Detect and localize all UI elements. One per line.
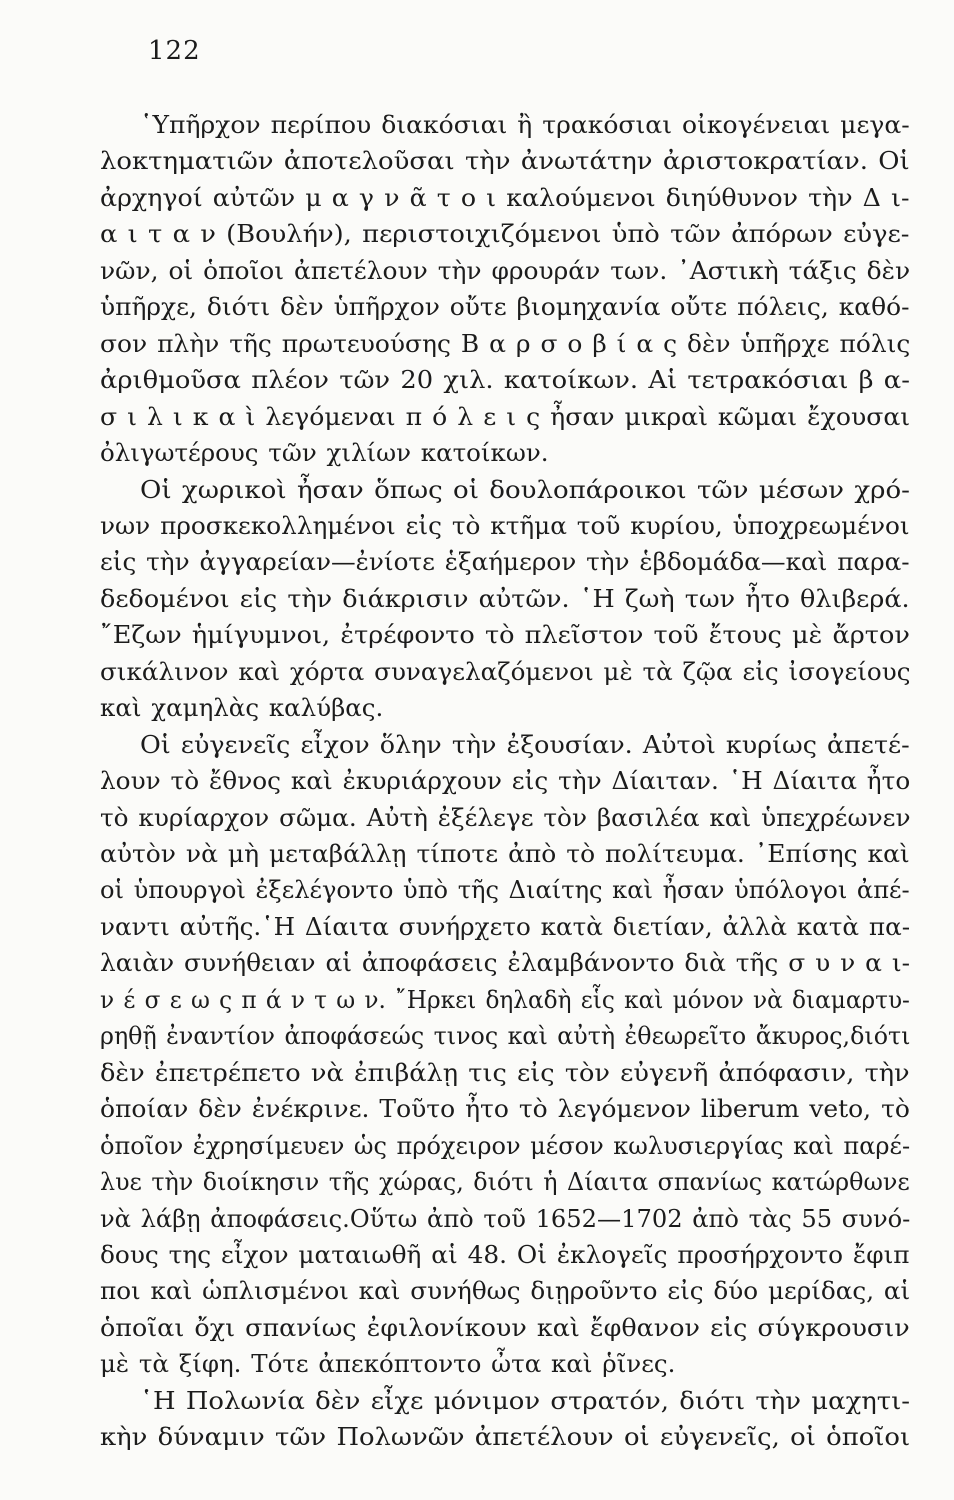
text-line: νῶν, οἱ ὁποῖοι ἀπετέλουν τὴν φρουράν των. ᾿Αστικὴ τάξις δὲν [100,255,911,285]
text-line: ν έ σ ε ω ς π ά ν τ ω ν. ῎Ηρκει δηλαδὴ εἷς καὶ μόνον νὰ διαμαρτυ- [100,984,910,1014]
text-line: ποι καὶ ὡπλισμένοι καὶ συνήθως διῃροῦντο εἰς δύο μερίδας, αἱ [100,1276,911,1306]
text-line: ῎Εζων ἡμίγυμνοι, ἐτρέφοντο τὸ πλεῖστον τοῦ ἔτους μὲ ἄρτον [100,620,910,650]
text-line: νων προσκεκολλημένοι εἰς τὸ κτῆμα τοῦ κυρίου, ὑποχρεωμένοι [100,510,910,540]
text-line: εἰς τὴν ἀγγαρείαν—ἐνίοτε ἑξαήμερον τὴν ἑβδομάδα—καὶ παρα- [100,547,910,577]
text-line: αὐτὸν νὰ μὴ μεταβάλλῃ τίποτε ἀπὸ τὸ πολίτευμα. ᾿Επίσης καὶ [100,839,910,868]
text-line: σον πλὴν τῆς πρωτευούσης Β α ρ σ ο β ί α ς δὲν ὑπῆρχε πόλις [100,328,911,358]
text-line: ναντι αὐτῆς.῾Η Δίαιτα συνήρχετο κατὰ διετίαν, ἀλλὰ κατὰ πα- [100,911,911,941]
text-line: οἱ ὑπουργοὶ ἐξελέγοντο ὑπὸ τῆς Διαίτης καὶ ἦσαν ὑπόλογοι ἀπέ- [100,875,910,905]
text-line: λυε τὴν διοίκησιν τῆς χώρας, διότι ἡ Δίαιτα σπανίως κατώρθωνε [100,1167,910,1197]
text-line: σ ι λ ι κ α ὶ λεγόμεναι π ό λ ε ι ς ἦσαν μικραὶ κῶμαι ἔχουσαι [100,401,911,431]
text-line: λαιὰν συνήθειαν αἱ ἀποφάσεις ἐλαμβάνοντο διὰ τῆς σ υ ν α ι- [100,948,910,978]
text-line: ὁποίαν δὲν ἐνέκρινε. Τοῦτο ἦτο τὸ λεγόμενον liberum veto, τὸ [100,1094,910,1124]
text-line: κὴν δύναμιν τῶν Πολωνῶν ἀπετέλουν οἱ εὐγενεῖς, οἱ ὁποῖοι [100,1422,911,1452]
text-line: λοκτηματιῶν ἀποτελοῦσαι τὴν ἀνωτάτην ἀριστοκρατίαν. Οἱ [100,146,910,176]
page-number: 122 [148,36,201,66]
text-line: δὲν ἐπετρέπετο νὰ ἐπιβάλῃ τις εἰς τὸν εὐγενῆ ἀπόφασιν, τὴν [100,1057,910,1087]
text-line: ρηθῇ ἐναντίον ἀποφάσεώς τινος καὶ αὐτὴ ἐθεωρεῖτο ἄκυρος,διότι [100,1021,911,1051]
text-line: α ι τ α ν (Βουλήν), περιστοιχιζόμενοι ὑπὸ τῶν ἀπόρων εὐγε- [100,219,910,249]
text-line: ὑπῆρχε, διότι δὲν ὑπῆρχον οὔτε βιομηχανία οὔτε πόλεις, καθό- [100,292,910,322]
text-line: δους της εἶχον ματαιωθῆ αἱ 48. Οἱ ἐκλογεῖς προσήρχοντο ἔφιπ [100,1239,910,1269]
text-line: νὰ λάβῃ ἀποφάσεις.Οὕτω ἀπὸ τοῦ 1652—1702 ἀπὸ τὰς 55 συνό- [100,1203,911,1233]
text-line: ὁποῖαι ὄχι σπανίως ἐφιλονίκουν καὶ ἔφθανον εἰς σύγκρουσιν [100,1312,910,1342]
text-line: μὲ τὰ ξίφη. Τότε ἀπεκόπτοντο ὦτα καὶ ῥῖνες. [100,1349,676,1379]
text-line: ῾Υπῆρχον περίπου διακόσιαι ἢ τρακόσιαι οἰκογένειαι μεγα- [140,110,910,139]
text-line: ῾Η Πολωνία δὲν εἶχε μόνιμον στρατόν, διότι τὴν μαχητι- [140,1385,910,1415]
text-line: Οἱ εὐγενεῖς εἶχον ὅλην τὴν ἐξουσίαν. Αὐτοὶ κυρίως ἀπετέ- [140,729,910,759]
text-line: τὸ κυρίαρχον σῶμα. Αὐτὴ ἐξέλεγε τὸν βασιλέα καὶ ὑπεχρέωνεν [100,802,911,832]
text-line: ὁποῖον ἐχρησίμευεν ὡς πρόχειρον μέσον κωλυσιεργίας καὶ παρέ- [100,1130,911,1160]
text-line: ὀλιγωτέρους τῶν χιλίων κατοίκων. [100,438,549,468]
text-line: Οἱ χωρικοὶ ἦσαν ὅπως οἱ δουλοπάροικοι τῶν μέσων χρό- [140,474,910,504]
text-line: ἀριθμοῦσα πλέον τῶν 20 χιλ. κατοίκων. Αἱ τετρακόσιαι β α- [100,365,910,395]
text-line: σικάλινον καὶ χόρτα συναγελαζόμενοι μὲ τὰ ζῷα εἰς ἰσογείους [100,656,911,686]
text-line: δεδομένοι εἰς τὴν διάκρισιν αὐτῶν. ῾Η ζωὴ των ἦτο θλιβερά. [100,583,910,613]
text-line: καὶ χαμηλὰς καλύβας. [100,693,384,723]
text-line: λουν τὸ ἔθνος καὶ ἐκυριάρχουν εἰς τὴν Δίαιταν. ῾Η Δίαιτα ἦτο [100,766,911,796]
text-line: ἀρχηγοί αὐτῶν μ α γ ν ᾶ τ ο ι καλούμενοι διηύθυνον τὴν Δ ι- [100,182,910,212]
